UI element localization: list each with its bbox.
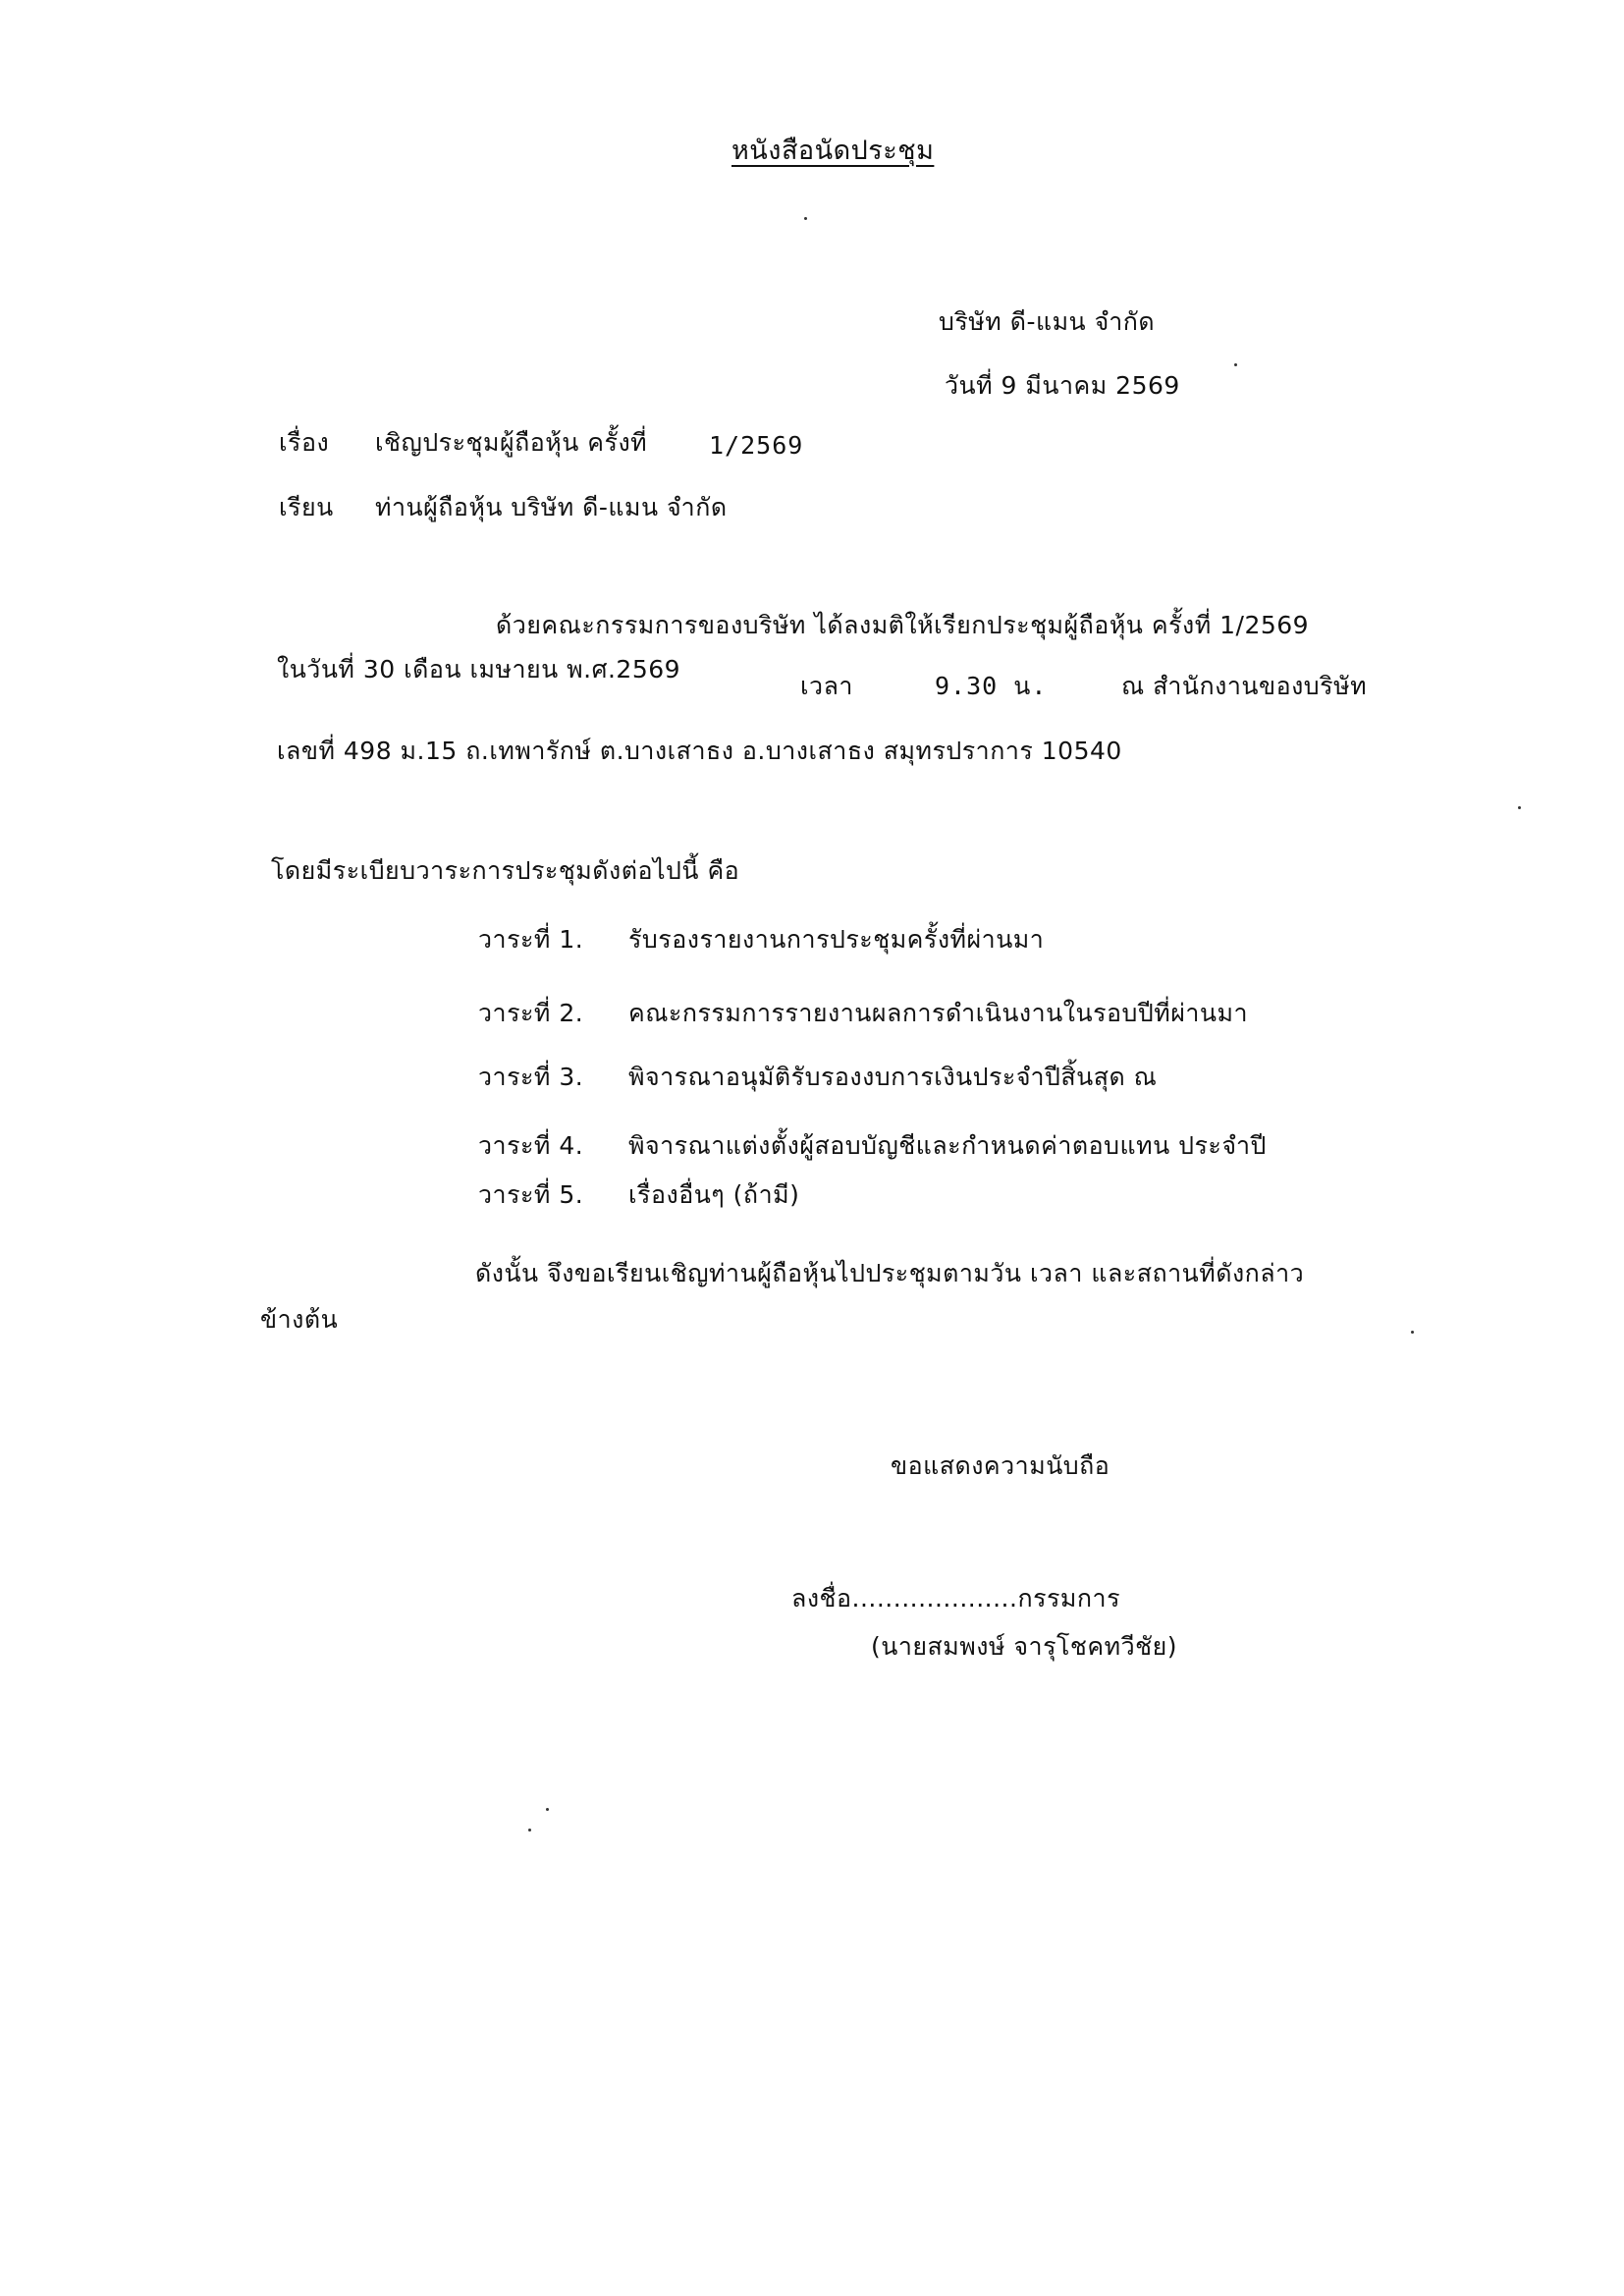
- letter-date: วันที่ 9 มีนาคม 2569: [945, 371, 1180, 400]
- scan-speck: [1234, 363, 1237, 366]
- signatory-name: (นายสมพงษ์ จารุโชคทวีชัย): [871, 1632, 1178, 1661]
- closing-line-1: ดังนั้น จึงขอเรียนเชิญท่านผู้ถือหุ้นไปประชุมตามวัน เวลา และสถานที่ดังกล่าว: [475, 1259, 1305, 1287]
- to-text: ท่านผู้ถือหุ้น บริษัท ดี-แมน จำกัด: [375, 493, 728, 521]
- body-line-2-time-label: เวลา: [800, 672, 853, 700]
- scan-speck: [1411, 1331, 1414, 1334]
- document-title: หนังสือนัดประชุม: [731, 136, 935, 166]
- regards-text: ขอแสดงความนับถือ: [891, 1451, 1110, 1480]
- scan-speck: [1518, 806, 1521, 809]
- agenda-item-2-text: คณะกรรมการรายงานผลการดำเนินงานในรอบปีที่ผ่านมา: [628, 999, 1249, 1027]
- scan-speck: [804, 217, 807, 220]
- agenda-item-5-text: เรื่องอื่นๆ (ถ้ามี): [628, 1180, 800, 1209]
- subject-text: เชิญประชุมผู้ถือหุ้น ครั้งที่: [375, 428, 648, 457]
- body-line-2-date: ในวันที่ 30 เดือน เมษายน พ.ศ.2569: [277, 655, 681, 683]
- body-line-1: ด้วยคณะกรรมการของบริษัท ได้ลงมติให้เรียกประชุมผู้ถือหุ้น ครั้งที่ 1/2569: [496, 611, 1310, 639]
- agenda-item-3-label: วาระที่ 3.: [478, 1063, 584, 1091]
- body-line-2-place: ณ สำนักงานของบริษัท: [1121, 672, 1368, 700]
- body-line-2-time: 9.30 น.: [935, 672, 1048, 700]
- closing-line-2: ข้างต้น: [260, 1305, 339, 1334]
- signature-line: ลงชื่อ....................กรรมการ: [791, 1584, 1121, 1613]
- agenda-item-1-label: วาระที่ 1.: [478, 925, 584, 954]
- body-line-3: เลขที่ 498 ม.15 ถ.เทพารักษ์ ต.บางเสาธง อ.บางเสาธง สมุทรปราการ 10540: [277, 737, 1122, 765]
- subject-number: 1/2569: [709, 431, 804, 460]
- agenda-intro: โดยมีระเบียบวาระการประชุมดังต่อไปนี้ คือ: [271, 856, 740, 885]
- agenda-item-2-label: วาระที่ 2.: [478, 999, 584, 1027]
- agenda-item-3-text: พิจารณาอนุมัติรับรองงบการเงินประจำปีสิ้นสุด ณ: [628, 1063, 1158, 1091]
- subject-label: เรื่อง: [279, 428, 330, 457]
- agenda-item-4-label: วาระที่ 4.: [478, 1131, 584, 1160]
- agenda-item-5-label: วาระที่ 5.: [478, 1180, 584, 1209]
- company-name: บริษัท ดี-แมน จำกัด: [939, 307, 1156, 336]
- scan-speck: [528, 1829, 531, 1831]
- agenda-item-4-text: พิจารณาแต่งตั้งผู้สอบบัญชีและกำหนดค่าตอบแทน ประจำปี: [628, 1131, 1267, 1160]
- scan-speck: [546, 1808, 549, 1811]
- agenda-item-1-text: รับรองรายงานการประชุมครั้งที่ผ่านมา: [628, 925, 1045, 954]
- to-label: เรียน: [279, 493, 334, 521]
